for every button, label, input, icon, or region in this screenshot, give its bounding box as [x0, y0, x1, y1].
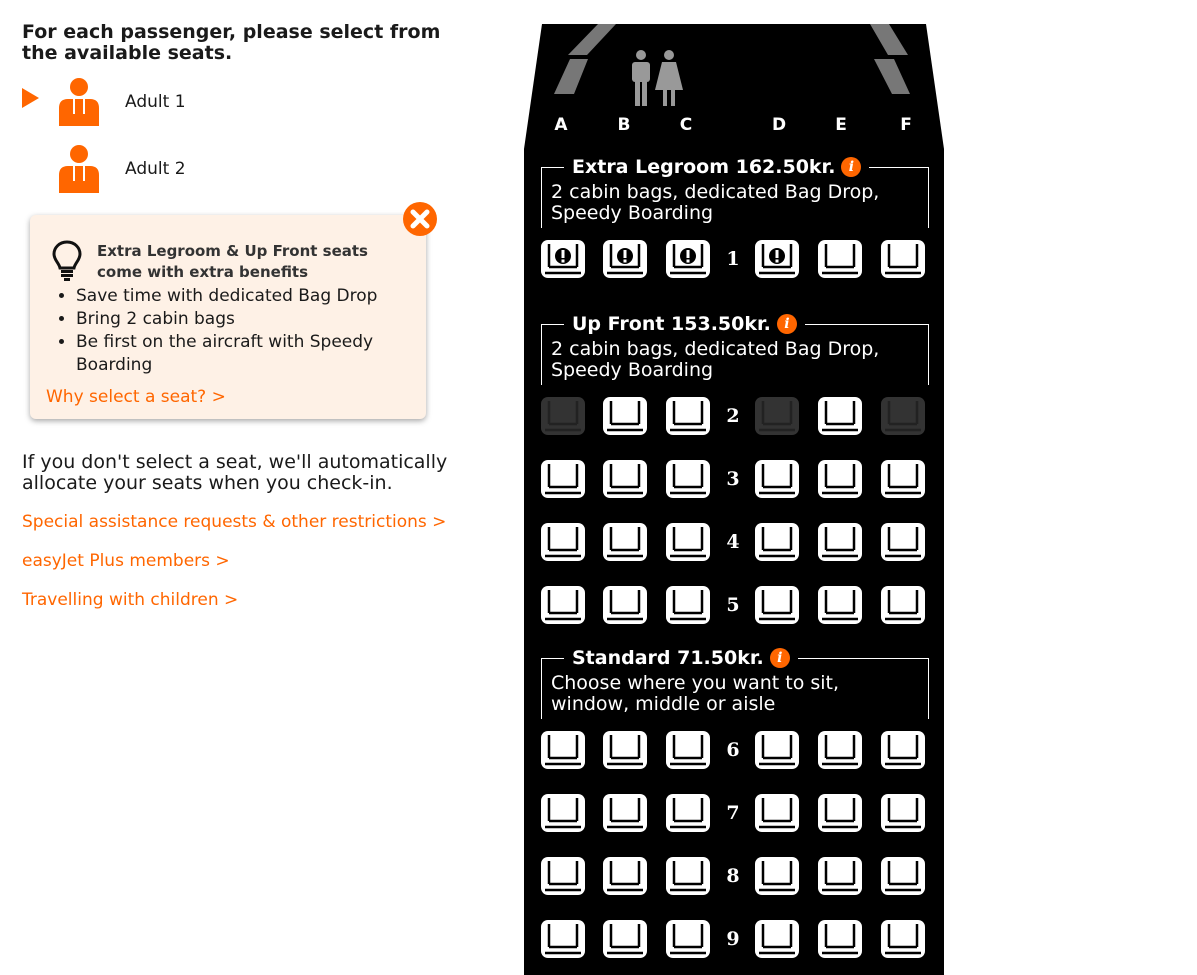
seat-9F-available[interactable]: [880, 916, 926, 960]
seat-icon: [602, 853, 648, 897]
seat-9B-available[interactable]: [602, 916, 648, 960]
zone-description: Choose where you want to sit, window, middle or aisle: [551, 672, 840, 715]
seat-6A-available[interactable]: [540, 727, 586, 771]
seat-9D-available[interactable]: [754, 916, 800, 960]
seat-icon: [817, 519, 863, 563]
seat-icon: [880, 916, 926, 960]
seat-icon: [754, 236, 800, 280]
tooltip-heading: Extra Legroom & Up Front seats come with extra benefits: [97, 242, 368, 281]
seat-icon: [540, 456, 586, 500]
seat-icon: [754, 853, 800, 897]
active-passenger-arrow-icon: [22, 88, 39, 108]
seat-9E-available[interactable]: [817, 916, 863, 960]
seat-3D-available[interactable]: [754, 456, 800, 500]
seat-icon: [754, 393, 800, 437]
zone-title: Up Front 153.50kr.: [572, 313, 771, 335]
column-label: D: [771, 115, 787, 135]
seat-1D-restricted: [754, 236, 800, 280]
seat-icon: [880, 727, 926, 771]
benefit-item: • Be first on the aircraft with Speedy Boarding: [76, 331, 406, 377]
seat-map: [524, 24, 944, 975]
seat-2A-occupied: [540, 393, 586, 437]
benefit-item: • Save time with dedicated Bag Drop: [76, 285, 406, 308]
seat-icon: [880, 853, 926, 897]
seat-icon: [602, 916, 648, 960]
seat-icon: [817, 393, 863, 437]
passenger-panel: [22, 21, 482, 610]
seat-icon: [665, 853, 711, 897]
seat-3A-available[interactable]: [540, 456, 586, 500]
column-label: E: [835, 115, 847, 135]
seat-icon: [817, 853, 863, 897]
seat-3F-available[interactable]: [880, 456, 926, 500]
seat-9A-available[interactable]: [540, 916, 586, 960]
seat-3E-available[interactable]: [817, 456, 863, 500]
seat-3C-available[interactable]: [665, 456, 711, 500]
seat-7F-available[interactable]: [880, 790, 926, 834]
column-label: C: [679, 115, 693, 135]
seat-1B-restricted: [602, 236, 648, 280]
seat-icon: [754, 456, 800, 500]
seat-7B-available[interactable]: [602, 790, 648, 834]
column-label: A: [554, 115, 568, 135]
info-icon[interactable]: i: [770, 648, 790, 668]
seat-6B-available[interactable]: [602, 727, 648, 771]
seat-icon: [817, 916, 863, 960]
seat-8D-available[interactable]: [754, 853, 800, 897]
seat-icon: [880, 519, 926, 563]
seat-icon: [754, 519, 800, 563]
seat-7C-available[interactable]: [665, 790, 711, 834]
info-icon[interactable]: i: [777, 314, 797, 334]
special-assistance-link[interactable]: Special assistance requests & other restrictions >: [22, 512, 447, 532]
seat-2F-occupied: [880, 393, 926, 437]
seat-icon: [540, 790, 586, 834]
seat-icon: [602, 393, 648, 437]
row-number: 9: [726, 928, 740, 950]
easyjet-plus-link[interactable]: easyJet Plus members >: [22, 551, 230, 571]
zone-title: Extra Legroom 162.50kr.: [572, 156, 836, 178]
seat-icon: [665, 916, 711, 960]
seat-icon: [602, 236, 648, 280]
row-number: 4: [726, 531, 740, 553]
seat-icon: [540, 853, 586, 897]
seat-6F-available[interactable]: [880, 727, 926, 771]
seat-icon: [817, 790, 863, 834]
seat-icon: [754, 727, 800, 771]
zone-description: 2 cabin bags, dedicated Bag Drop, Speedy Boarding: [551, 338, 880, 381]
seat-5D-available[interactable]: [754, 582, 800, 626]
passenger-label: Adult 1: [125, 92, 186, 112]
seat-5A-available[interactable]: [540, 582, 586, 626]
seat-icon: [817, 236, 863, 280]
person-icon: [58, 145, 100, 193]
benefits-list: [56, 285, 406, 377]
seat-icon: [540, 519, 586, 563]
row-number: 5: [726, 594, 740, 616]
seat-8B-available[interactable]: [602, 853, 648, 897]
zone-up-front: [541, 313, 929, 385]
seat-9C-available[interactable]: [665, 916, 711, 960]
person-icon: [58, 78, 100, 126]
close-icon[interactable]: [402, 201, 438, 237]
seat-5C-available[interactable]: [665, 582, 711, 626]
seat-2B-available[interactable]: [602, 393, 648, 437]
seat-5E-available[interactable]: [817, 582, 863, 626]
seat-icon: [602, 582, 648, 626]
seat-icon: [880, 236, 926, 280]
seat-icon: [817, 582, 863, 626]
seat-1E-available[interactable]: [817, 236, 863, 280]
seat-4D-available[interactable]: [754, 519, 800, 563]
seat-3B-available[interactable]: [602, 456, 648, 500]
zone-title: Standard 71.50kr.: [572, 647, 764, 669]
benefit-item: • Bring 2 cabin bags: [76, 308, 406, 331]
seat-icon: [880, 393, 926, 437]
seat-icon: [602, 790, 648, 834]
benefits-tooltip: [30, 215, 426, 419]
seat-icon: [754, 582, 800, 626]
seat-4E-available[interactable]: [817, 519, 863, 563]
auto-allocation-note: If you don't select a seat, we'll automatically allocate your seats when you check-in.: [22, 451, 448, 494]
column-label: B: [617, 115, 631, 135]
seat-icon: [665, 790, 711, 834]
row-number: 1: [726, 248, 740, 270]
zone-extra-legroom: [541, 156, 929, 228]
seat-7E-available[interactable]: [817, 790, 863, 834]
seat-2D-occupied: [754, 393, 800, 437]
seat-icon: [665, 456, 711, 500]
seat-8A-available[interactable]: [540, 853, 586, 897]
seat-8E-available[interactable]: [817, 853, 863, 897]
seat-7D-available[interactable]: [754, 790, 800, 834]
seat-icon: [602, 519, 648, 563]
info-icon[interactable]: i: [841, 157, 861, 177]
travelling-with-children-link[interactable]: Travelling with children >: [22, 590, 239, 610]
seat-icon: [754, 916, 800, 960]
row-number: 8: [726, 865, 740, 887]
seat-icon: [540, 393, 586, 437]
intro-text: For each passenger, please select from the available seats.: [22, 21, 441, 64]
passenger-adult-1[interactable]: [22, 78, 282, 128]
seat-5F-available[interactable]: [880, 582, 926, 626]
seat-icon: [880, 790, 926, 834]
seat-icon: [602, 727, 648, 771]
column-label: F: [900, 115, 912, 135]
passenger-label: Adult 2: [125, 159, 186, 179]
seat-6E-available[interactable]: [817, 727, 863, 771]
seat-icon: [540, 916, 586, 960]
seat-6C-available[interactable]: [665, 727, 711, 771]
why-select-seat-link[interactable]: Why select a seat? >: [46, 387, 226, 407]
seat-icon: [817, 456, 863, 500]
seat-icon: [880, 582, 926, 626]
toilet-icon: [628, 50, 684, 108]
row-number: 3: [726, 468, 740, 490]
seat-icon: [602, 456, 648, 500]
seat-icon: [665, 393, 711, 437]
seat-4A-available[interactable]: [540, 519, 586, 563]
lightbulb-icon: [50, 239, 84, 281]
row-number: 6: [726, 739, 740, 761]
seat-8C-available[interactable]: [665, 853, 711, 897]
zone-standard: [541, 647, 929, 719]
seat-1F-available[interactable]: [880, 236, 926, 280]
seat-2C-available[interactable]: [665, 393, 711, 437]
zone-description: 2 cabin bags, dedicated Bag Drop, Speedy Boarding: [551, 181, 880, 224]
seat-2E-available[interactable]: [817, 393, 863, 437]
seat-5B-available[interactable]: [602, 582, 648, 626]
seat-icon: [540, 582, 586, 626]
seat-4C-available[interactable]: [665, 519, 711, 563]
seat-8F-available[interactable]: [880, 853, 926, 897]
seat-icon: [665, 519, 711, 563]
seat-1A-restricted: [540, 236, 586, 280]
seat-icon: [665, 236, 711, 280]
seat-6D-available[interactable]: [754, 727, 800, 771]
seat-icon: [817, 727, 863, 771]
seat-icon: [540, 727, 586, 771]
seat-4B-available[interactable]: [602, 519, 648, 563]
seat-icon: [665, 727, 711, 771]
seat-icon: [540, 236, 586, 280]
seat-icon: [880, 456, 926, 500]
seat-1C-restricted: [665, 236, 711, 280]
seat-icon: [665, 582, 711, 626]
row-number: 7: [726, 802, 740, 824]
passenger-adult-2[interactable]: [22, 145, 282, 195]
seat-7A-available[interactable]: [540, 790, 586, 834]
seat-4F-available[interactable]: [880, 519, 926, 563]
row-number: 2: [726, 405, 740, 427]
seat-icon: [754, 790, 800, 834]
